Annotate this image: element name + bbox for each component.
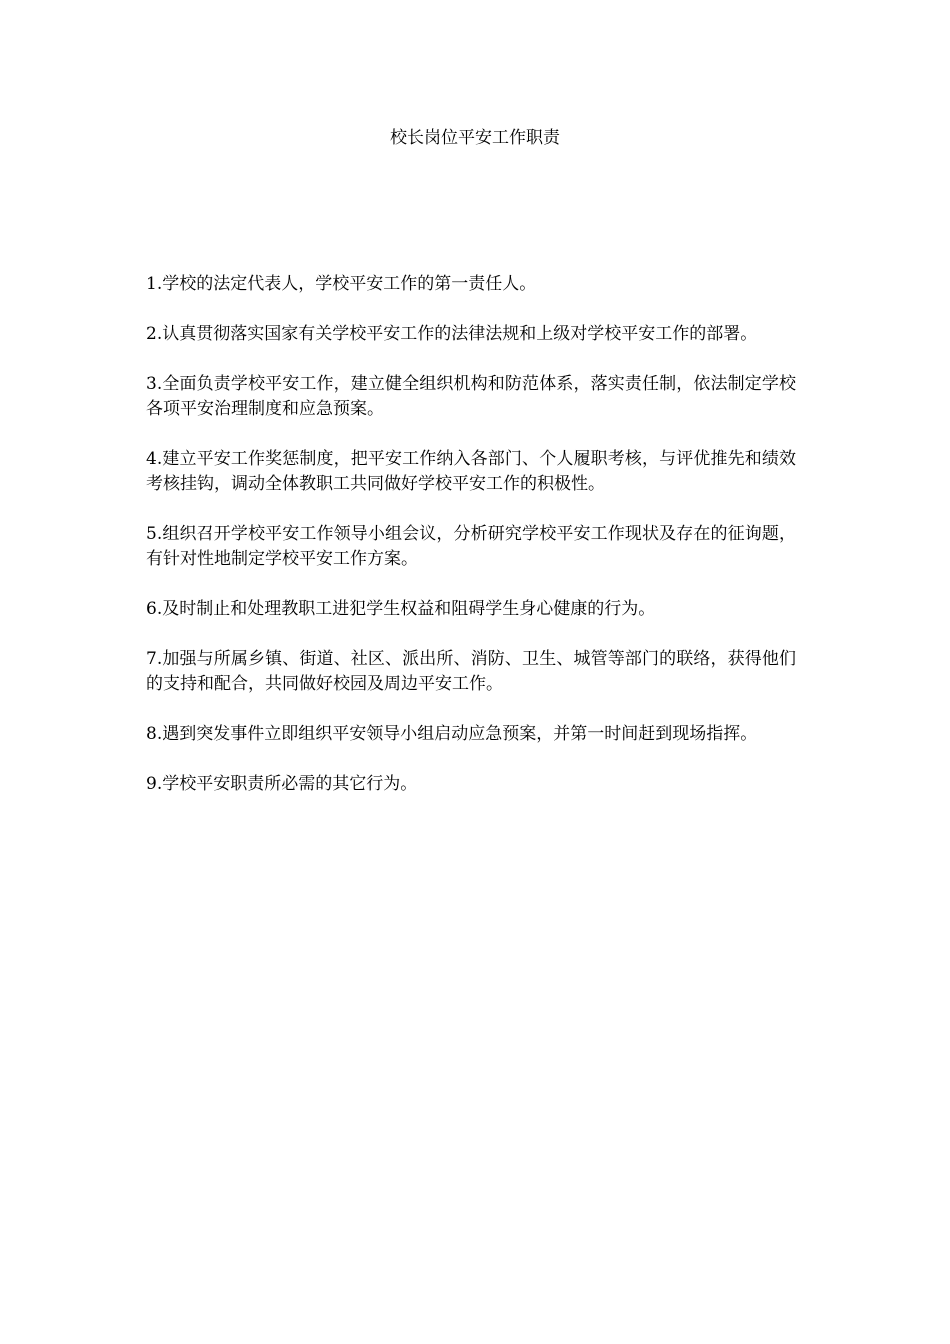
duty-clause-8: 8.遇到突发事件立即组织平安领导小组启动应急预案，并第一时间赶到现场指挥。 [146,724,758,744]
document-title: 校长岗位平安工作职责 [390,128,560,148]
duty-clause-6: 6.及时制止和处理教职工进犯学生权益和阻碍学生身心健康的行为。 [146,599,656,619]
duty-clause-1: 1.学校的法定代表人，学校平安工作的第一责任人。 [146,274,537,294]
duty-clause-list [146,272,796,822]
duty-clause-4: 4.建立平安工作奖惩制度，把平安工作纳入各部门、个人履职考核，与评优推先和绩效考核挂钩，调动全体教职工共同做好学校平安工作的积极性。 [146,449,796,494]
duty-clause-7: 7.加强与所属乡镇、街道、社区、派出所、消防、卫生、城管等部门的联络，获得他们的支持和配合，共同做好校园及周边平安工作。 [146,649,796,694]
duty-clause-3: 3.全面负责学校平安工作，建立健全组织机构和防范体系，落实责任制，依法制定学校各项平安治理制度和应急预案。 [146,374,796,419]
duty-clause-9: 9.学校平安职责所必需的其它行为。 [146,774,418,794]
duty-clause-5: 5.组织召开学校平安工作领导小组会议，分析研究学校平安工作现状及存在的征询题，有针对性地制定学校平安工作方案。 [146,524,796,569]
duty-clause-2: 2.认真贯彻落实国家有关学校平安工作的法律法规和上级对学校平安工作的部署。 [146,324,758,344]
